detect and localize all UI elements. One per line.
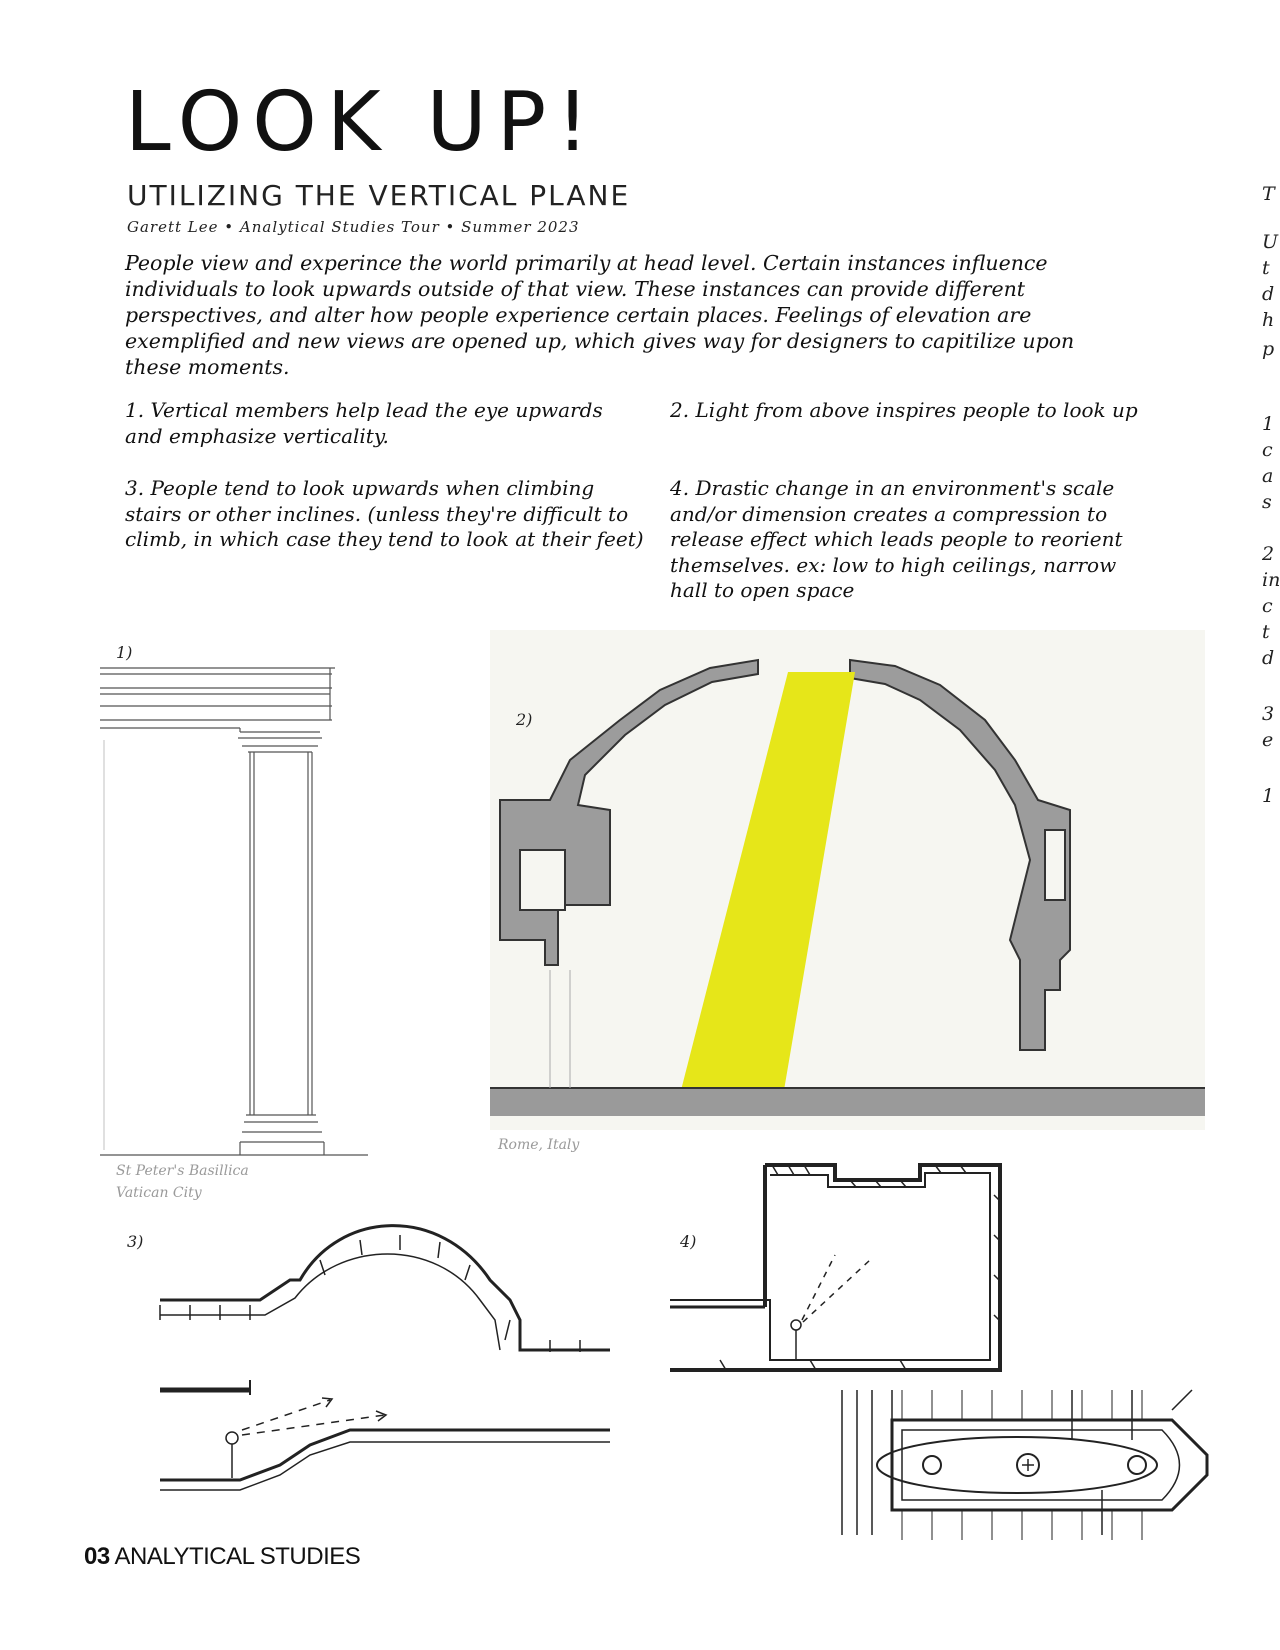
point-3: 3. People tend to look upwards when climbing stairs or other inclines. (unless they're difficult to climb, in which case they tend to look at their feet) xyxy=(125,476,644,551)
edge-char: U xyxy=(1262,231,1279,253)
page-title: LOOK UP! xyxy=(125,75,600,170)
edge-char: 2 xyxy=(1262,543,1275,565)
edge-char: t xyxy=(1262,257,1270,279)
edge-char: c xyxy=(1262,595,1273,617)
edge-char: 1 xyxy=(1262,785,1275,807)
edge-char: d xyxy=(1262,283,1275,305)
edge-char: p xyxy=(1262,338,1275,360)
sketch-1-label: 1) xyxy=(116,643,133,662)
edge-char: a xyxy=(1262,465,1274,487)
section-name: ANALYTICAL STUDIES xyxy=(114,1543,361,1570)
byline: Garett Lee • Analytical Studies Tour • Summer 2023 xyxy=(127,218,580,236)
compression-release-sketch xyxy=(660,1155,1005,1385)
sketch-3-label: 3) xyxy=(127,1232,144,1251)
sketch-4-label: 4) xyxy=(680,1232,697,1251)
edge-char: T xyxy=(1262,183,1275,205)
edge-char: s xyxy=(1262,491,1272,513)
sketch-1-caption-line1: St Peter's Basillica xyxy=(116,1163,249,1179)
page-footer xyxy=(84,1543,360,1571)
edge-char: 1 xyxy=(1262,413,1275,435)
dome-section-sketch xyxy=(490,630,1205,1130)
point-4: 4. Drastic change in an environment's scale and/or dimension creates a compression to release effect which leads people to reorient themselves. ex: low to high ceilings, narrow hall to open space xyxy=(670,476,1123,602)
column-sketch xyxy=(100,660,460,1170)
edge-char: d xyxy=(1262,647,1275,669)
intro-paragraph: People view and experince the world primarily at head level. Certain instances influence individuals to look upwards outside of that view. These instances can provide different perspectives, and alter how people experience certain places. Feelings of elevation are exemplified and new views are opened up, which gives way for designers to capitilize upon these moments. xyxy=(125,251,1075,379)
sketch-2-caption: Rome, Italy xyxy=(498,1137,580,1153)
cropped-edge-text xyxy=(1262,185,1278,825)
point-2: 2. Light from above inspires people to look up xyxy=(670,398,1138,422)
page-subtitle: UTILIZING THE VERTICAL PLANE xyxy=(127,179,631,212)
point-1: 1. Vertical members help lead the eye upwards and emphasize verticality. xyxy=(125,398,603,448)
edge-char: in xyxy=(1262,569,1280,591)
sketch-2-label: 2) xyxy=(516,710,533,729)
plan-sketch xyxy=(832,1380,1217,1545)
edge-char: t xyxy=(1262,621,1270,643)
edge-char: e xyxy=(1262,729,1274,751)
edge-char: 3 xyxy=(1262,703,1275,725)
page-number: 03 xyxy=(84,1543,110,1570)
stair-arch-sketch xyxy=(150,1220,620,1520)
edge-char: c xyxy=(1262,439,1273,461)
sketch-1-caption-line2: Vatican City xyxy=(116,1185,202,1201)
edge-char: h xyxy=(1262,309,1275,331)
